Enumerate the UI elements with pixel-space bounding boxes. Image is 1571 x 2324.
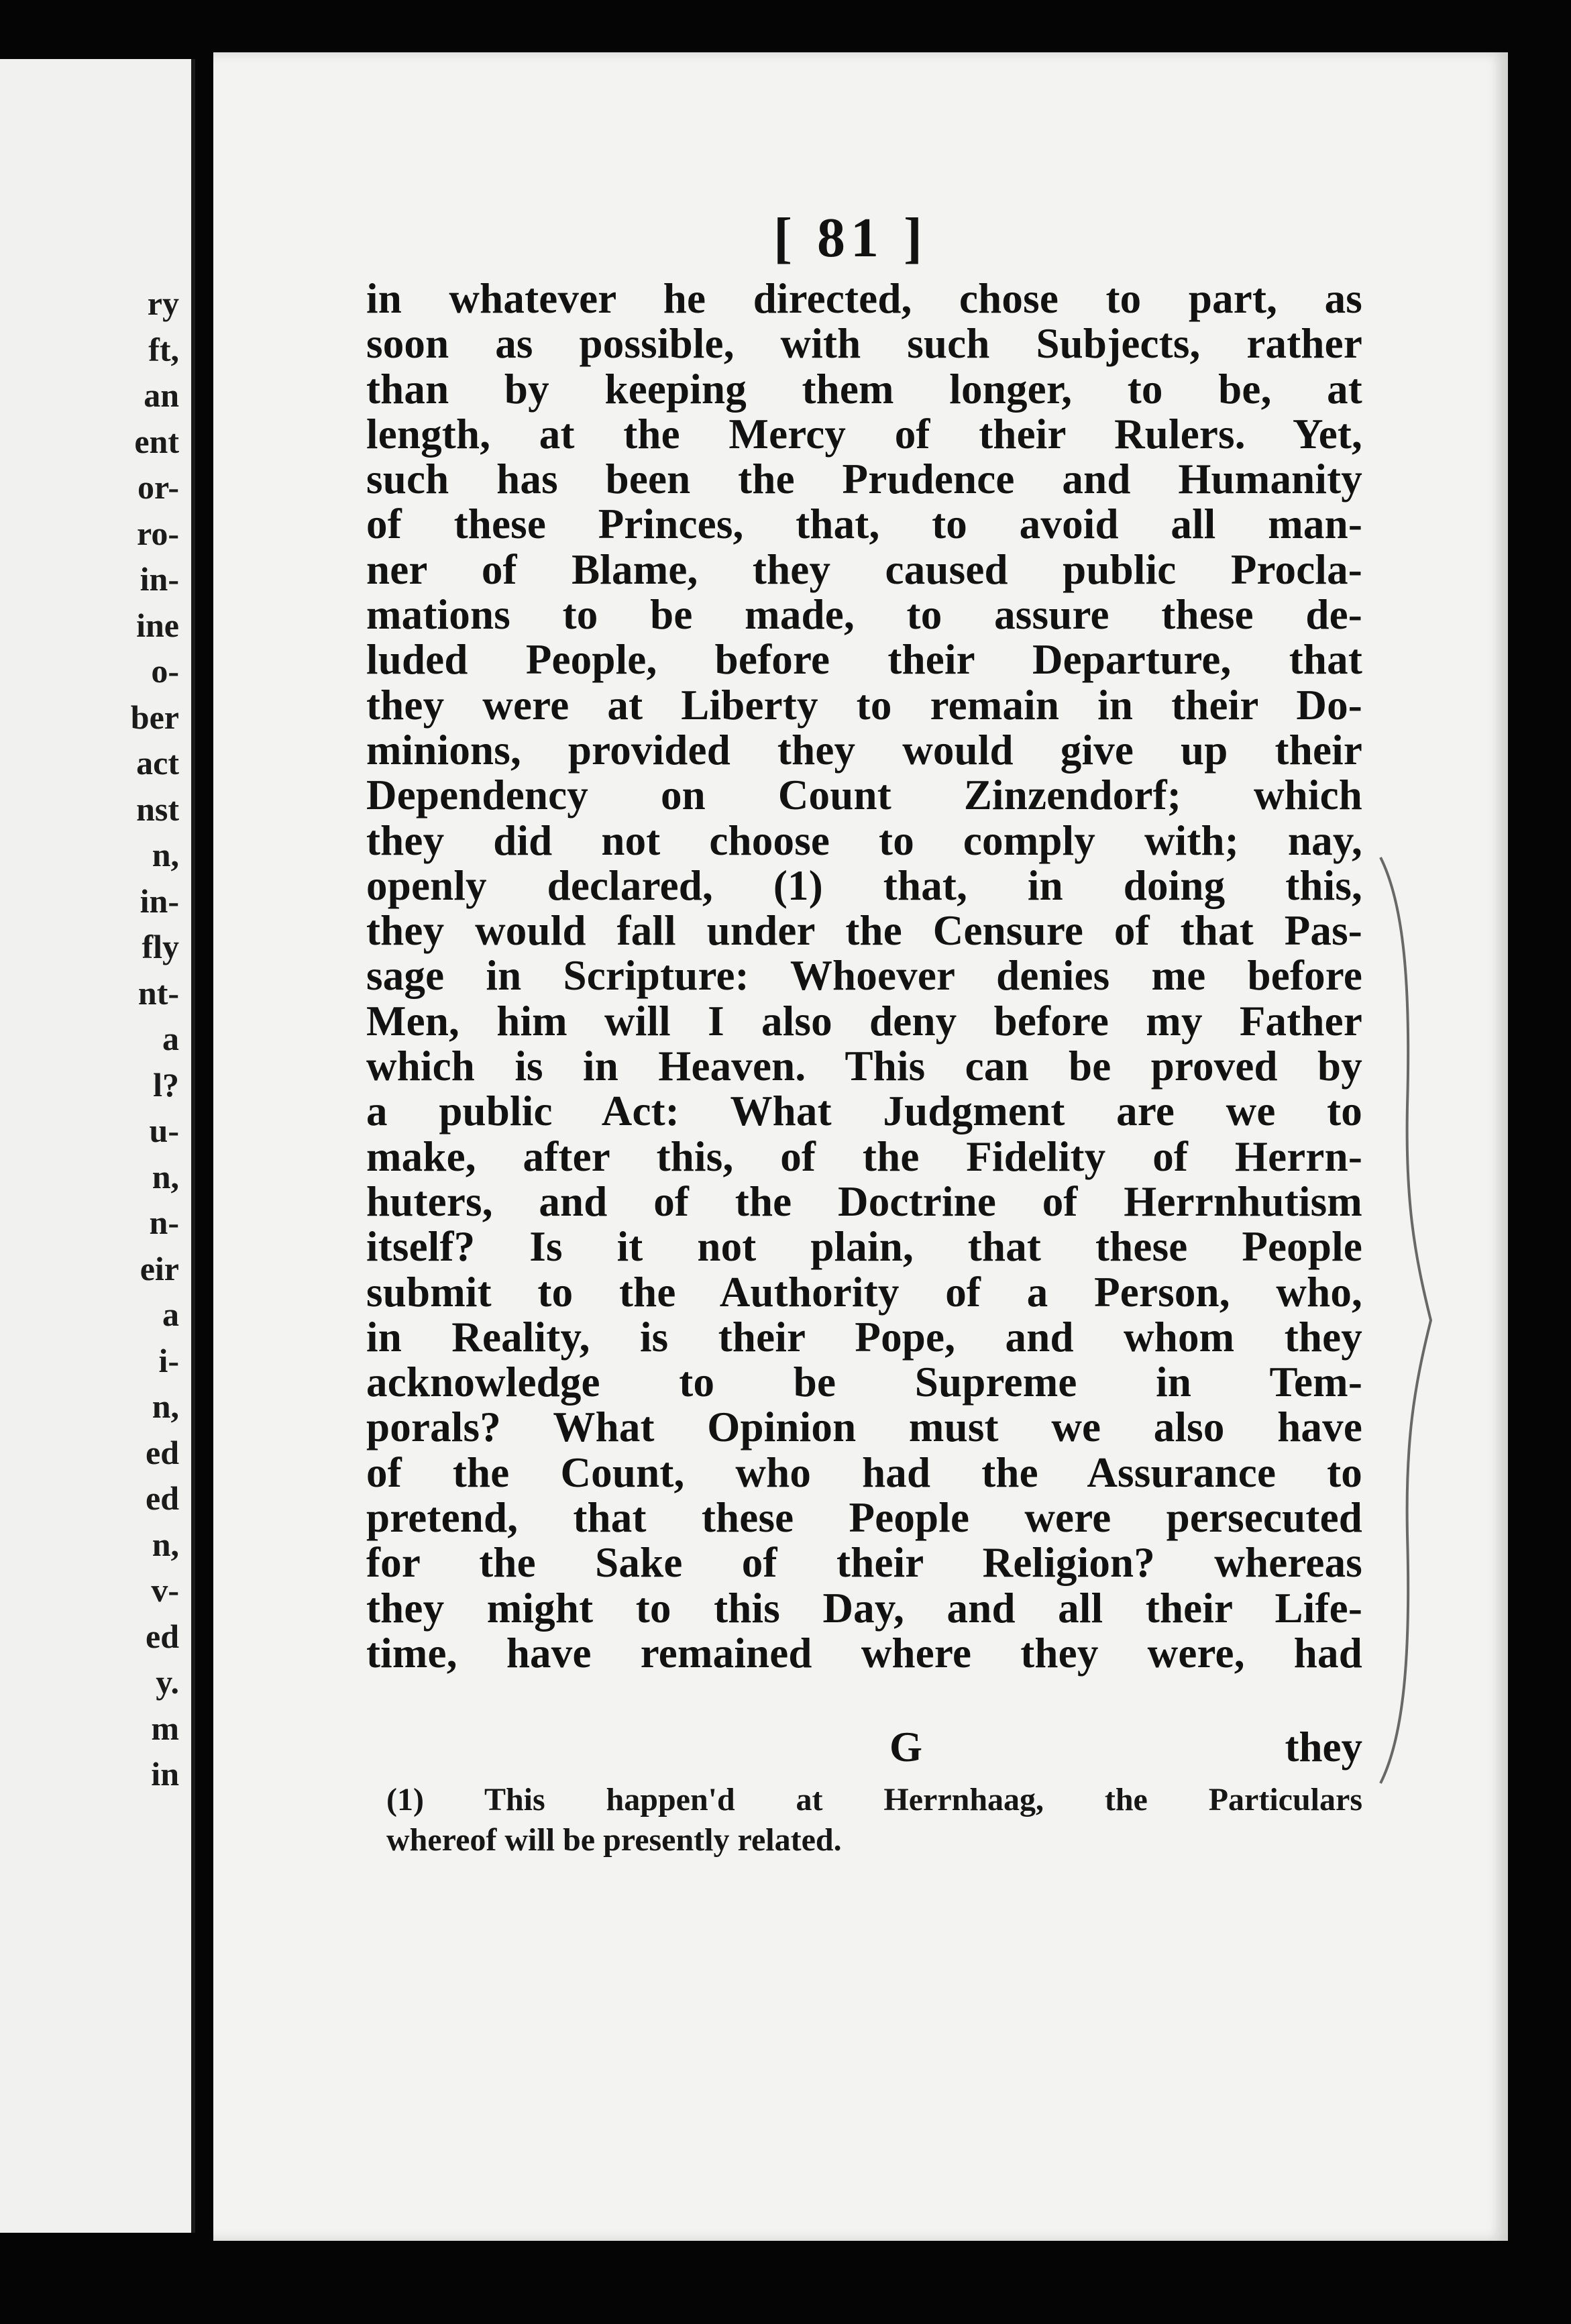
previous-page-line-end: a [162, 1296, 179, 1333]
body-line: of the Count, who had the Assurance to [366, 1448, 1362, 1496]
margin-bracket-mark [1377, 851, 1438, 1790]
previous-page-line-end: n, [152, 836, 179, 874]
body-line: openly declared, (1) that, in doing this, [366, 861, 1362, 909]
body-line: they would fall under the Censure of that Pas- [366, 907, 1362, 955]
previous-page-line-end: u- [149, 1112, 179, 1149]
page-number: [ 81 ] [773, 207, 928, 269]
body-line: of these Princes, that, to avoid all man- [366, 500, 1362, 548]
book-page [213, 52, 1508, 2241]
body-line: they were at Liberty to remain in their Do- [366, 681, 1362, 729]
catchword: they [1285, 1724, 1362, 1771]
previous-page-line-ends [0, 280, 191, 1797]
body-text [366, 276, 1362, 1676]
previous-page-line-end: o- [151, 652, 179, 690]
body-line: in Reality, is their Pope, and whom they [366, 1313, 1362, 1361]
footnote-line: whereof will be presently related. [386, 1822, 842, 1858]
previous-page-line-end: a [162, 1020, 179, 1057]
body-line: luded People, before their Departure, that [366, 636, 1362, 684]
signature-mark: G [889, 1724, 923, 1771]
body-line: such has been the Prudence and Humanity [366, 456, 1362, 503]
body-line: Dependency on Count Zinzendorf; which [366, 772, 1362, 819]
previous-page-line-end: ed [146, 1433, 179, 1471]
body-line: which is in Heaven. This can be proved by [366, 1043, 1362, 1090]
body-line: soon as possible, with such Subjects, rather [366, 320, 1362, 368]
previous-page-line-end: n, [152, 1525, 179, 1563]
footnote-line: (1) This happen'd at Herrnhaag, the Particulars [386, 1782, 1362, 1817]
previous-page-line-end: n, [152, 1387, 179, 1425]
previous-page-line-end: fly [142, 928, 179, 965]
body-line: huters, and of the Doctrine of Herrnhutism [366, 1177, 1362, 1225]
previous-page-line-end: ed [146, 1479, 179, 1517]
previous-page-line-end: in [151, 1755, 179, 1793]
previous-page-line-end: ro- [137, 514, 179, 552]
body-line: mations to be made, to assure these de- [366, 591, 1362, 639]
previous-page-line-end: ft, [148, 330, 179, 368]
body-line: time, have remained where they were, had [366, 1629, 1362, 1677]
previous-page-line-end: ent [134, 422, 179, 460]
body-line: ner of Blame, they caused public Procla- [366, 545, 1362, 593]
body-line: acknowledge to be Supreme in Tem- [366, 1359, 1362, 1406]
previous-page-line-end: m [151, 1709, 179, 1747]
previous-page-line-end: act [136, 744, 179, 782]
body-line: length, at the Mercy of their Rulers. Yet, [366, 410, 1362, 458]
page-foot-row [366, 1723, 1362, 1777]
body-line: submit to the Authority of a Person, who, [366, 1268, 1362, 1316]
previous-page-line-end: n, [152, 1157, 179, 1196]
previous-page-line-end: i- [158, 1341, 179, 1379]
previous-page-line-end: an [144, 376, 179, 414]
body-line: Men, him will I also deny before my Father [366, 997, 1362, 1045]
previous-page-edge [0, 59, 195, 2233]
footnote [386, 1780, 1362, 1860]
body-line: porals? What Opinion must we also have [366, 1404, 1362, 1451]
previous-page-line-end: v- [151, 1571, 179, 1609]
previous-page-line-end: n- [149, 1204, 179, 1241]
previous-page-line-end: ry [147, 284, 179, 322]
body-line: they did not choose to comply with; nay, [366, 816, 1362, 864]
previous-page-line-end: in- [140, 882, 179, 920]
body-line: itself? Is it not plain, that these People [366, 1223, 1362, 1271]
previous-page-line-end: ber [130, 698, 179, 736]
body-line: minions, provided they would give up their [366, 726, 1362, 774]
body-line: make, after this, of the Fidelity of Herrn- [366, 1132, 1362, 1180]
previous-page-line-end: nt- [138, 973, 179, 1012]
previous-page-line-end: ine [136, 606, 179, 644]
previous-page-line-end: or- [138, 468, 179, 506]
previous-page-line-end: nst [136, 790, 179, 828]
body-line: in whatever he directed, chose to part, as [366, 275, 1362, 322]
previous-page-line-end: y. [156, 1663, 179, 1701]
body-line: than by keeping them longer, to be, at [366, 365, 1362, 413]
body-line: they might to this Day, and all their Life- [366, 1584, 1362, 1632]
body-line: pretend, that these People were persecuted [366, 1494, 1362, 1542]
body-line: a public Act: What Judgment are we to [366, 1088, 1362, 1135]
previous-page-line-end: ed [146, 1617, 179, 1655]
previous-page-line-end: in- [140, 560, 179, 598]
previous-page-line-end: l? [153, 1065, 179, 1104]
previous-page-line-end: eir [140, 1249, 179, 1287]
body-line: sage in Scripture: Whoever denies me before [366, 952, 1362, 1000]
body-line: for the Sake of their Religion? whereas [366, 1539, 1362, 1587]
